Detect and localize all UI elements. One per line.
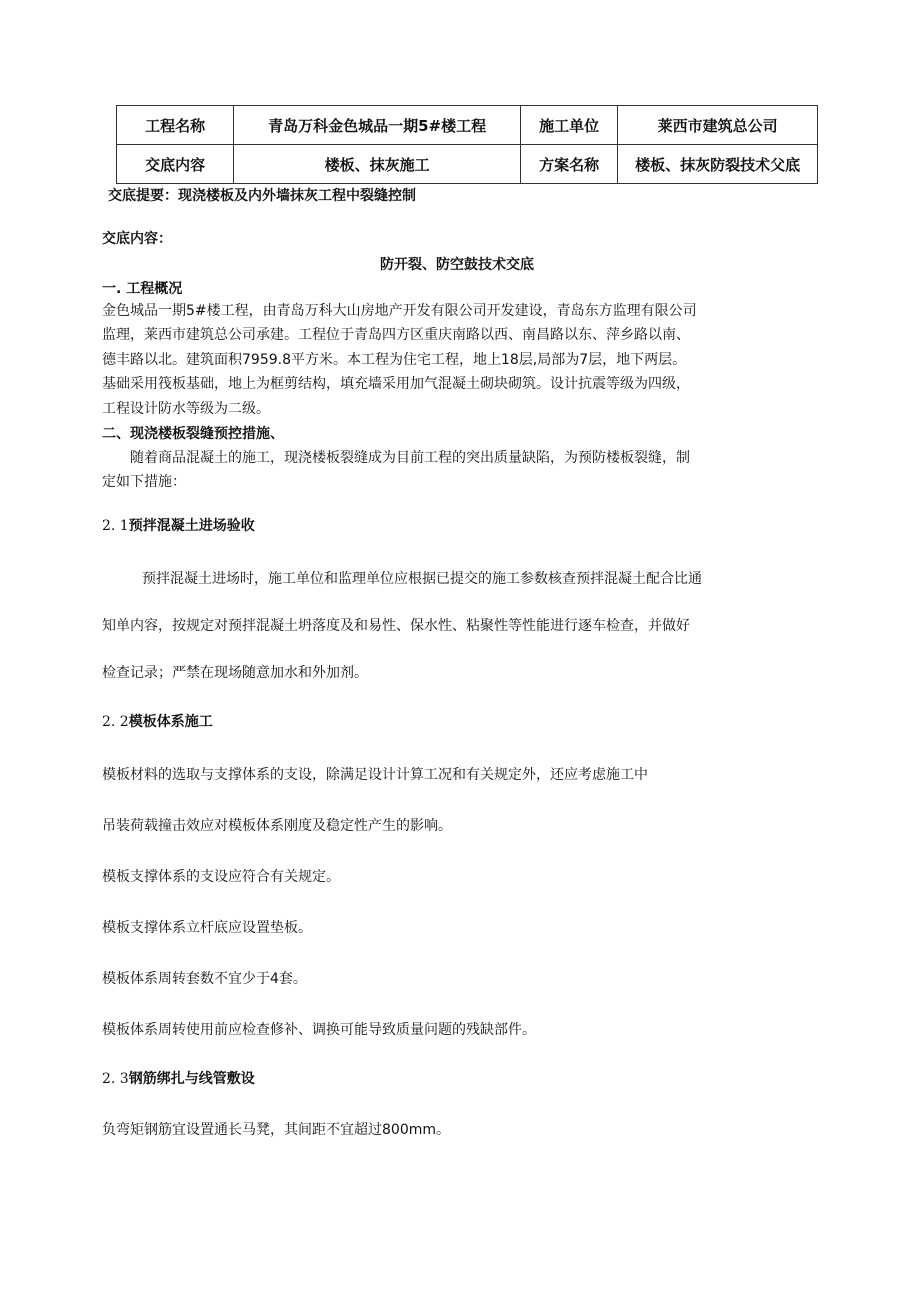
paragraph-line: 工程设计防水等级为二级。 bbox=[102, 401, 270, 417]
paragraph-line: 模板支撑体系立杆底应设置垫板。 bbox=[102, 920, 312, 936]
subsection-number: 2. 2 bbox=[102, 714, 129, 730]
paragraph-line: 检查记录；严禁在现场随意加水和外加剂。 bbox=[102, 665, 368, 681]
subsection-title-text: 预拌混凝土进场验收 bbox=[128, 518, 255, 534]
project-name-value: 青岛万科金色城品一期5#楼工程 bbox=[234, 106, 521, 145]
project-name-label: 工程名称 bbox=[117, 106, 234, 145]
plan-label: 方案名称 bbox=[520, 145, 617, 184]
plan-value: 楼板、抹灰防裂技术父底 bbox=[618, 145, 818, 184]
document-title: 防开裂、防空鼓技术交底 bbox=[380, 257, 534, 273]
paragraph-line: 模板材料的选取与支撑体系的支设，除满足设计计算工况和有关规定外，还应考虑施工中 bbox=[102, 767, 648, 783]
paragraph-line: 随着商品混凝土的施工，现浇楼板裂缝成为目前工程的突出质量缺陷，为预防楼板裂缝，制 bbox=[130, 450, 690, 466]
content-label: 交底内容 bbox=[117, 145, 234, 184]
paragraph-line: 知单内容，按规定对预拌混凝土坍落度及和易性、保水性、粘聚性等性能进行逐车检查，并做好 bbox=[102, 618, 690, 634]
subsection-number: 2. 3 bbox=[102, 1071, 129, 1087]
paragraph-line: 吊装荷载撞击效应对模板体系刚度及稳定性产生的影响。 bbox=[102, 818, 452, 834]
subsection-2-3-title bbox=[102, 1069, 255, 1089]
paragraph-line: 负弯矩钢筋宜设置通长马凳，其间距不宜超过800mm。 bbox=[102, 1122, 450, 1138]
paragraph-line: 模板体系周转套数不宜少于4套。 bbox=[102, 971, 307, 987]
section2-title: 二、现浇楼板裂缝预控措施、 bbox=[102, 426, 284, 442]
table-row bbox=[117, 106, 818, 145]
section1-title: 一. 工程概况 bbox=[102, 281, 183, 297]
subsection-title-text: 钢筋绑扎与线管敷设 bbox=[128, 1071, 255, 1087]
subsection-number: 2. 1 bbox=[102, 518, 129, 534]
content-heading: 交底内容： bbox=[102, 231, 172, 247]
paragraph-line: 定如下措施： bbox=[102, 474, 186, 490]
paragraph-line: 基础采用筏板基础，地上为框剪结构，填充墙采用加气混凝土砌块砌筑。设计抗震等级为四级， bbox=[102, 376, 690, 392]
content-value: 楼板、抹灰施工 bbox=[234, 145, 521, 184]
paragraph-line: 德丰路以北。建筑面积7959.8平方米。本工程为住宅工程，地上18层,局部为7层，地下两层。 bbox=[102, 352, 687, 368]
project-info-table bbox=[116, 105, 818, 184]
contractor-value: 莱西市建筑总公司 bbox=[618, 106, 818, 145]
paragraph-line: 金色城品一期5#楼工程，由青岛万科大山房地产开发有限公司开发建设，青岛东方监理有限公司 bbox=[102, 303, 697, 319]
subsection-2-1-title bbox=[102, 516, 255, 536]
table-row bbox=[117, 145, 818, 184]
subsection-title-text: 模板体系施工 bbox=[128, 714, 213, 730]
paragraph-line: 模板体系周转使用前应检查修补、调换可能导致质量问题的残缺部件。 bbox=[102, 1022, 536, 1038]
subsection-2-2-title bbox=[102, 712, 213, 732]
contractor-label: 施工单位 bbox=[520, 106, 617, 145]
paragraph-line: 模板支撑体系的支设应符合有关规定。 bbox=[102, 869, 340, 885]
summary-line: 交底提要：现浇楼板及内外墙抹灰工程中裂缝控制 bbox=[108, 188, 416, 204]
paragraph-line: 监理，莱西市建筑总公司承建。工程位于青岛四方区重庆南路以西、南昌路以东、萍乡路以南、 bbox=[102, 327, 690, 343]
paragraph-line: 预拌混凝土进场时，施工单位和监理单位应根据已提交的施工参数核查预拌混凝土配合比通 bbox=[142, 571, 702, 587]
